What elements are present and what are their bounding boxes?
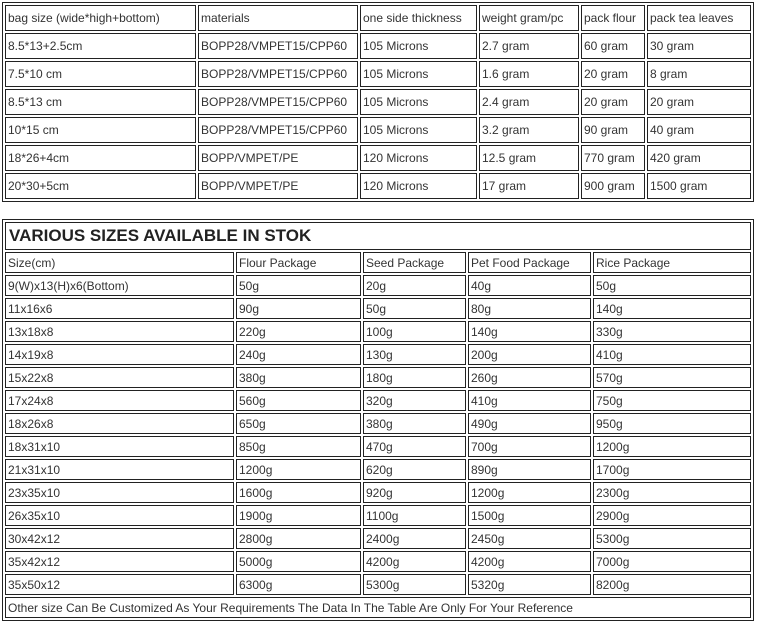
bag-spec-table xyxy=(2,2,754,202)
spec-table-row xyxy=(5,33,751,59)
sizes-header-cell: Size(cm) xyxy=(5,252,234,273)
sizes-table-cell: 180g xyxy=(363,367,466,388)
spec-table-cell: 30 gram xyxy=(647,33,751,59)
spec-table-cell: BOPP28/VMPET15/CPP60 xyxy=(198,61,358,87)
spec-table-cell: 8.5*13+2.5cm xyxy=(5,33,196,59)
sizes-table-cell: 380g xyxy=(363,413,466,434)
spec-table-cell: 105 Microns xyxy=(360,33,477,59)
spec-table-cell: 1500 gram xyxy=(647,173,751,199)
spec-table-row xyxy=(5,61,751,87)
sizes-table-cell: 100g xyxy=(363,321,466,342)
spec-header-cell: materials xyxy=(198,5,358,31)
spec-table-cell: 105 Microns xyxy=(360,89,477,115)
sizes-table-cell: 380g xyxy=(236,367,361,388)
sizes-table-cell: 1600g xyxy=(236,482,361,503)
sizes-table-cell: 410g xyxy=(593,344,751,365)
sizes-table-cell: 470g xyxy=(363,436,466,457)
spec-table-cell: 20 gram xyxy=(647,89,751,115)
sizes-table-cell: 1200g xyxy=(468,482,591,503)
spec-table-cell: 120 Microns xyxy=(360,173,477,199)
sizes-table-cell: 6300g xyxy=(236,574,361,595)
spec-table-cell: 60 gram xyxy=(581,33,645,59)
sizes-table-cell: 7000g xyxy=(593,551,751,572)
spec-table-cell: 1.6 gram xyxy=(479,61,579,87)
spec-table-cell: 2.4 gram xyxy=(479,89,579,115)
sizes-table-cell: 320g xyxy=(363,390,466,411)
spec-table-cell: 120 Microns xyxy=(360,145,477,171)
spec-header-cell: pack tea leaves xyxy=(647,5,751,31)
sizes-table-cell: 950g xyxy=(593,413,751,434)
sizes-table-cell: 200g xyxy=(468,344,591,365)
sizes-table-cell: 2900g xyxy=(593,505,751,526)
spec-header-row xyxy=(5,5,751,31)
sizes-table-cell: 90g xyxy=(236,298,361,319)
spec-table-cell: 20*30+5cm xyxy=(5,173,196,199)
sizes-table-cell: 920g xyxy=(363,482,466,503)
sizes-footer-row xyxy=(5,597,751,618)
sizes-header-cell: Pet Food Package xyxy=(468,252,591,273)
spec-table-cell: 105 Microns xyxy=(360,61,477,87)
spec-table-cell: 12.5 gram xyxy=(479,145,579,171)
sizes-table-cell: 50g xyxy=(363,298,466,319)
sizes-table-row xyxy=(5,574,751,595)
sizes-table-cell: 4200g xyxy=(468,551,591,572)
spec-table-row xyxy=(5,117,751,143)
sizes-table-cell: 1200g xyxy=(593,436,751,457)
spec-table-cell: 7.5*10 cm xyxy=(5,61,196,87)
sizes-table-cell: 9(W)x13(H)x6(Bottom) xyxy=(5,275,234,296)
sizes-table-cell: 2800g xyxy=(236,528,361,549)
spec-table-cell: 20 gram xyxy=(581,89,645,115)
sizes-table-cell: 1700g xyxy=(593,459,751,480)
sizes-table-cell: 220g xyxy=(236,321,361,342)
spec-header-cell: one side thickness xyxy=(360,5,477,31)
sizes-table-cell: 2450g xyxy=(468,528,591,549)
sizes-header-cell: Seed Package xyxy=(363,252,466,273)
spec-table-cell: 8 gram xyxy=(647,61,751,87)
sizes-table-cell: 130g xyxy=(363,344,466,365)
spec-table-row xyxy=(5,145,751,171)
sizes-table-row xyxy=(5,528,751,549)
sizes-table-title: VARIOUS SIZES AVAILABLE IN STOK xyxy=(5,222,751,250)
sizes-table-cell: 1200g xyxy=(236,459,361,480)
sizes-header-row xyxy=(5,252,751,273)
sizes-table-cell: 2300g xyxy=(593,482,751,503)
spec-table-row xyxy=(5,89,751,115)
spec-table-cell: 90 gram xyxy=(581,117,645,143)
spec-table-cell: 900 gram xyxy=(581,173,645,199)
sizes-table-cell: 260g xyxy=(468,367,591,388)
sizes-table-row xyxy=(5,505,751,526)
sizes-table-cell: 21x31x10 xyxy=(5,459,234,480)
sizes-table-cell: 1900g xyxy=(236,505,361,526)
sizes-table-cell: 18x26x8 xyxy=(5,413,234,434)
sizes-table-cell: 17x24x8 xyxy=(5,390,234,411)
sizes-table-cell: 4200g xyxy=(363,551,466,572)
sizes-table-cell: 650g xyxy=(236,413,361,434)
sizes-table-row xyxy=(5,551,751,572)
sizes-table-row xyxy=(5,413,751,434)
sizes-table-cell: 20g xyxy=(363,275,466,296)
spec-table-cell: BOPP28/VMPET15/CPP60 xyxy=(198,33,358,59)
spec-table-cell: 3.2 gram xyxy=(479,117,579,143)
sizes-table-row xyxy=(5,436,751,457)
sizes-table-cell: 850g xyxy=(236,436,361,457)
spec-table-cell: 18*26+4cm xyxy=(5,145,196,171)
sizes-table-row xyxy=(5,482,751,503)
sizes-footer-note: Other size Can Be Customized As Your Requirements The Data In The Table Are Only For Your Reference xyxy=(5,597,751,618)
sizes-table-cell: 8200g xyxy=(593,574,751,595)
sizes-table-cell: 5300g xyxy=(593,528,751,549)
sizes-table-cell: 23x35x10 xyxy=(5,482,234,503)
spec-table-cell: 420 gram xyxy=(647,145,751,171)
sizes-table-row xyxy=(5,459,751,480)
sizes-table-cell: 5000g xyxy=(236,551,361,572)
sizes-table-cell: 570g xyxy=(593,367,751,388)
spec-table-cell: BOPP28/VMPET15/CPP60 xyxy=(198,117,358,143)
sizes-table-cell: 330g xyxy=(593,321,751,342)
sizes-table-cell: 410g xyxy=(468,390,591,411)
sizes-table-cell: 750g xyxy=(593,390,751,411)
sizes-table-cell: 2400g xyxy=(363,528,466,549)
sizes-table-row xyxy=(5,344,751,365)
sizes-table-cell: 26x35x10 xyxy=(5,505,234,526)
sizes-table-cell: 490g xyxy=(468,413,591,434)
sizes-table-cell: 240g xyxy=(236,344,361,365)
spec-table-cell: BOPP/VMPET/PE xyxy=(198,173,358,199)
sizes-table-cell: 50g xyxy=(593,275,751,296)
sizes-table-row xyxy=(5,275,751,296)
spec-table-cell: 2.7 gram xyxy=(479,33,579,59)
sizes-table-cell: 140g xyxy=(593,298,751,319)
sizes-table-cell: 700g xyxy=(468,436,591,457)
spec-table-cell: 105 Microns xyxy=(360,117,477,143)
sizes-header-cell: Flour Package xyxy=(236,252,361,273)
sizes-table-cell: 890g xyxy=(468,459,591,480)
sizes-table-cell: 620g xyxy=(363,459,466,480)
sizes-table-cell: 14x19x8 xyxy=(5,344,234,365)
sizes-table-cell: 30x42x12 xyxy=(5,528,234,549)
spec-table-cell: BOPP28/VMPET15/CPP60 xyxy=(198,89,358,115)
sizes-table-cell: 35x42x12 xyxy=(5,551,234,572)
sizes-table-cell: 5300g xyxy=(363,574,466,595)
sizes-table-cell: 80g xyxy=(468,298,591,319)
sizes-table-row xyxy=(5,321,751,342)
spec-table-cell: 10*15 cm xyxy=(5,117,196,143)
spec-header-cell: weight gram/pc xyxy=(479,5,579,31)
spec-table-cell: 20 gram xyxy=(581,61,645,87)
sizes-table-cell: 13x18x8 xyxy=(5,321,234,342)
sizes-table-cell: 560g xyxy=(236,390,361,411)
sizes-table-cell: 40g xyxy=(468,275,591,296)
sizes-table-cell: 140g xyxy=(468,321,591,342)
spec-header-cell: pack flour xyxy=(581,5,645,31)
sizes-table-cell: 1100g xyxy=(363,505,466,526)
sizes-table-cell: 11x16x6 xyxy=(5,298,234,319)
spec-table-row xyxy=(5,173,751,199)
sizes-table-row xyxy=(5,298,751,319)
spec-table-cell: 40 gram xyxy=(647,117,751,143)
stock-sizes-table xyxy=(2,219,754,621)
sizes-table-row xyxy=(5,390,751,411)
sizes-table-cell: 5320g xyxy=(468,574,591,595)
sizes-table-cell: 18x31x10 xyxy=(5,436,234,457)
sizes-table-row xyxy=(5,367,751,388)
sizes-table-cell: 50g xyxy=(236,275,361,296)
spec-table-cell: BOPP/VMPET/PE xyxy=(198,145,358,171)
spec-table-cell: 770 gram xyxy=(581,145,645,171)
spec-header-cell: bag size (wide*high+bottom) xyxy=(5,5,196,31)
sizes-header-cell: Rice Package xyxy=(593,252,751,273)
sizes-table-cell: 35x50x12 xyxy=(5,574,234,595)
sizes-table-cell: 1500g xyxy=(468,505,591,526)
spec-table-cell: 17 gram xyxy=(479,173,579,199)
spec-table-cell: 8.5*13 cm xyxy=(5,89,196,115)
sizes-title-row xyxy=(5,222,751,250)
sizes-table-cell: 15x22x8 xyxy=(5,367,234,388)
